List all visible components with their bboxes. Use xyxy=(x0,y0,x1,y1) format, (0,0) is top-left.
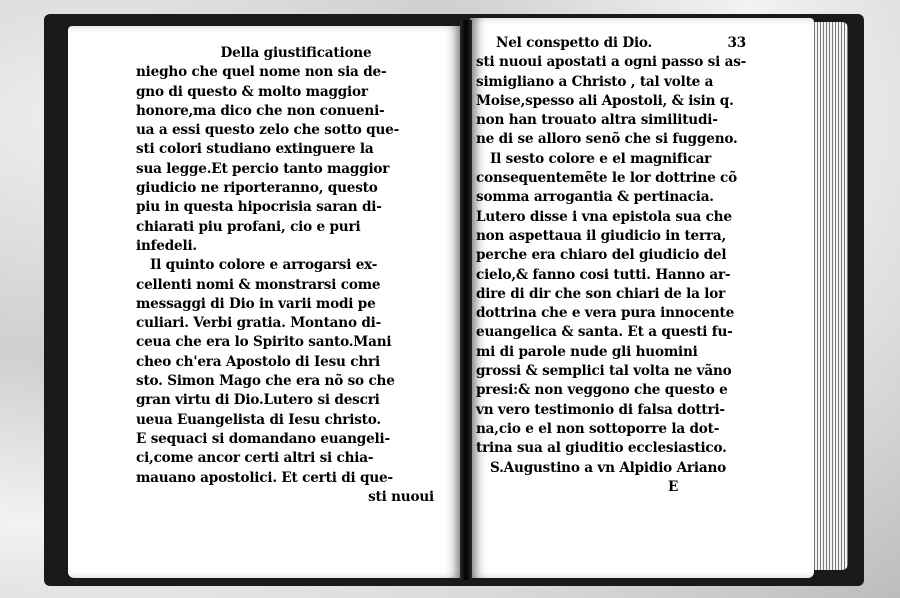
left-running-head: Della giustificatione xyxy=(220,45,372,61)
text-line: E sequaci si domandano euangeli- xyxy=(136,430,390,447)
text-line: somma arrogantia & pertinacia. xyxy=(476,189,714,206)
text-line: piu in questa hipocrisia saran di- xyxy=(136,199,382,216)
text-line: ueua Euangelista di Iesu christo. xyxy=(136,411,381,428)
text-line: mi di parole nude gli huomini xyxy=(476,343,698,360)
text-line: presi:& non veggono che questo e xyxy=(476,382,728,399)
text-line: grossi & semplici tal volta ne vãno xyxy=(476,363,732,380)
text-line: non han trouato altra similitudi- xyxy=(476,112,718,129)
text-line: gran virtu di Dio.Lutero si descri xyxy=(136,392,380,409)
text-line: vn vero testimonio di falsa dottri- xyxy=(476,401,725,418)
text-line: Il quinto colore e arrogarsi ex- xyxy=(150,257,378,274)
text-line: trina sua al giuditio ecclesiastico. xyxy=(476,440,727,457)
text-line: chiarati piu profani, cio e puri xyxy=(136,218,361,235)
text-line: sti nuoui apostati a ogni passo si as- xyxy=(476,54,747,71)
text-line: Lutero disse i vna epistola sua che xyxy=(476,208,732,225)
text-line: simigliano a Christo , tal volte a xyxy=(476,73,714,90)
text-line: niegho che quel nome non sia de- xyxy=(136,64,387,81)
text-line: Il sesto colore e el magnificar xyxy=(490,150,712,167)
text-line: culiari. Verbi gratia. Montano di- xyxy=(136,315,382,332)
text-line: ne di se alloro senõ che si fuggeno. xyxy=(476,131,738,148)
text-line: ceua che era lo Spirito santo.Mani xyxy=(136,334,392,351)
text-line: sti colori studiano extinguere la xyxy=(136,141,374,158)
text-line: honore,ma dico che non conueni- xyxy=(136,102,385,119)
right-running-head-title: Nel conspetto di Dio. xyxy=(496,35,653,51)
page-number: 33 xyxy=(727,35,746,51)
text-line: perche era chiaro del giudicio del xyxy=(476,247,727,264)
text-line: giudicio ne riporteranno, questo xyxy=(136,180,378,197)
text-line: cellenti nomi & monstrarsi come xyxy=(136,276,381,293)
text-line: cheo ch'era Apostolo di Iesu chri xyxy=(136,353,380,370)
text-line: infedeli. xyxy=(136,237,197,254)
text-line: sto. Simon Mago che era nõ so che xyxy=(136,373,395,390)
text-line: consequentemẽte le lor dottrine cõ xyxy=(476,170,738,187)
text-line: euangelica & santa. Et a questi fu- xyxy=(476,324,733,341)
text-line: dottrina che e vera pura innocente xyxy=(476,305,735,322)
text-line: messaggi di Dio in varii modi pe xyxy=(136,295,376,312)
left-page-text xyxy=(136,44,456,507)
right-running-head xyxy=(476,34,746,53)
text-line: cielo,& fanno cosi tutti. Hanno ar- xyxy=(476,266,731,283)
catchword: sti nuoui xyxy=(368,488,434,505)
text-line: sua legge.Et percio tanto maggior xyxy=(136,160,390,177)
text-line: dire di dir che son chiari de la lor xyxy=(476,285,726,302)
text-line: non aspettaua il giudicio in terra, xyxy=(476,227,727,244)
right-page-text xyxy=(476,34,806,497)
text-line: mauano apostolici. Et certi di que- xyxy=(136,469,393,486)
text-line: ci,come ancor certi altri si chia- xyxy=(136,450,374,467)
text-line: ua a essi questo zelo che sotto que- xyxy=(136,122,400,139)
text-line: S.Augustino a vn Alpidio Ariano xyxy=(490,459,726,476)
page-edges xyxy=(812,22,848,570)
text-line: Moise,spesso ali Apostoli, & isin q. xyxy=(476,92,734,109)
text-line: na,cio e el non sottoporre la dot- xyxy=(476,420,720,437)
signature-mark: E xyxy=(668,478,679,495)
book-gutter xyxy=(460,20,472,580)
text-line: gno di questo & molto maggior xyxy=(136,83,368,100)
